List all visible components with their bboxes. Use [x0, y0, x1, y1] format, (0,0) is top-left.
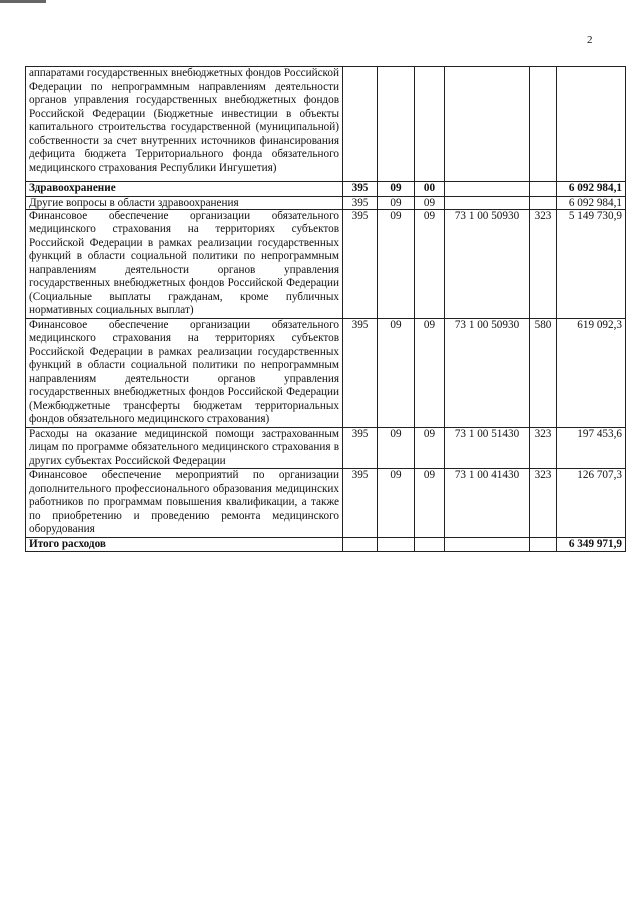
expense-type-code-cell: [530, 537, 557, 552]
subsection-code-cell: [415, 537, 445, 552]
target-article-code-cell: 73 1 00 50930: [445, 318, 530, 427]
target-article-code-cell: [445, 67, 530, 182]
table-row: [26, 469, 626, 538]
admin-code-cell: 395: [343, 209, 378, 318]
amount-cell: 6 349 971,9: [557, 537, 626, 552]
admin-code-cell: 395: [343, 469, 378, 538]
total-row: [26, 537, 626, 552]
expense-type-code-cell: 323: [530, 209, 557, 318]
table-row: [26, 318, 626, 427]
row-name-cell: Другие вопросы в области здравоохранения: [26, 196, 343, 209]
amount-cell: 6 092 984,1: [557, 196, 626, 209]
section-code-cell: 09: [378, 318, 415, 427]
admin-code-cell: [343, 537, 378, 552]
subsection-code-cell: 09: [415, 427, 445, 469]
scan-edge-mark: [0, 0, 46, 3]
row-name-cell: Итого расходов: [26, 537, 343, 552]
admin-code-cell: 395: [343, 318, 378, 427]
section-code-cell: [378, 67, 415, 182]
target-article-code-cell: 73 1 00 50930: [445, 209, 530, 318]
amount-cell: 197 453,6: [557, 427, 626, 469]
expenditure-table: [25, 66, 626, 552]
subsection-code-cell: 00: [415, 182, 445, 197]
amount-cell: 619 092,3: [557, 318, 626, 427]
admin-code-cell: 395: [343, 182, 378, 197]
target-article-code-cell: 73 1 00 51430: [445, 427, 530, 469]
subsection-code-cell: 09: [415, 196, 445, 209]
row-name-cell: Финансовое обеспечение мероприятий по организации дополнительного профессионального образования медицинских работников по программам повышения квалификации, а также по приобретению и проведению ремонта медицинского оборудования: [26, 469, 343, 538]
amount-cell: [557, 67, 626, 182]
row-name-cell: Расходы на оказание медицинской помощи застрахованным лицам по программе обязательного медицинского страхования в других субъектах Российской Федерации: [26, 427, 343, 469]
table-row: [26, 196, 626, 209]
expense-type-code-cell: 323: [530, 469, 557, 538]
table-row: [26, 67, 626, 182]
section-code-cell: 09: [378, 209, 415, 318]
section-code-cell: 09: [378, 196, 415, 209]
amount-cell: 6 092 984,1: [557, 182, 626, 197]
admin-code-cell: 395: [343, 196, 378, 209]
subsection-code-cell: 09: [415, 209, 445, 318]
section-code-cell: 09: [378, 469, 415, 538]
section-code-cell: 09: [378, 427, 415, 469]
amount-cell: 5 149 730,9: [557, 209, 626, 318]
target-article-code-cell: [445, 196, 530, 209]
table-row: [26, 427, 626, 469]
expense-type-code-cell: [530, 67, 557, 182]
section-code-cell: [378, 537, 415, 552]
section-code-cell: 09: [378, 182, 415, 197]
row-name-cell: Здравоохранение: [26, 182, 343, 197]
target-article-code-cell: 73 1 00 41430: [445, 469, 530, 538]
admin-code-cell: 395: [343, 427, 378, 469]
expense-type-code-cell: 580: [530, 318, 557, 427]
amount-cell: 126 707,3: [557, 469, 626, 538]
row-name-cell: Финансовое обеспечение организации обязательного медицинского страхования на территориях субъектов Российской Федерации в рамках реализации государственных функций в области социальной политики по непрограммным направлениям деятельности органов управления государственных внебюджетных фондов Российской Федерации (Социальные выплаты гражданам, кроме публичных нормативных социальных выплат): [26, 209, 343, 318]
admin-code-cell: [343, 67, 378, 182]
subsection-code-cell: 09: [415, 469, 445, 538]
row-name-cell: аппаратами государственных внебюджетных фондов Российской Федерации по непрограммным направлениям деятельности органов управления государственных внебюджетных фондов Российской Федерации (Бюджетные инвестиции в объекты капитального строительства государственной (муниципальной) собственности за счет внутренних источников финансирования дефицита бюджета Территориального фонда обязательного медицинского страхования Республики Ингушетия): [26, 67, 343, 182]
table-row: [26, 209, 626, 318]
expense-type-code-cell: [530, 196, 557, 209]
subsection-code-cell: 09: [415, 318, 445, 427]
expense-type-code-cell: 323: [530, 427, 557, 469]
section-row: [26, 182, 626, 197]
subsection-code-cell: [415, 67, 445, 182]
target-article-code-cell: [445, 537, 530, 552]
expense-type-code-cell: [530, 182, 557, 197]
page-number: 2: [587, 34, 593, 46]
row-name-cell: Финансовое обеспечение организации обязательного медицинского страхования на территориях субъектов Российской Федерации в рамках реализации государственных функций в области социальной политики по непрограммным направлениям деятельности органов управления государственных внебюджетных фондов Российской Федерации (Межбюджетные трансферты бюджетам территориальных фондов обязательного медицинского страхования): [26, 318, 343, 427]
target-article-code-cell: [445, 182, 530, 197]
